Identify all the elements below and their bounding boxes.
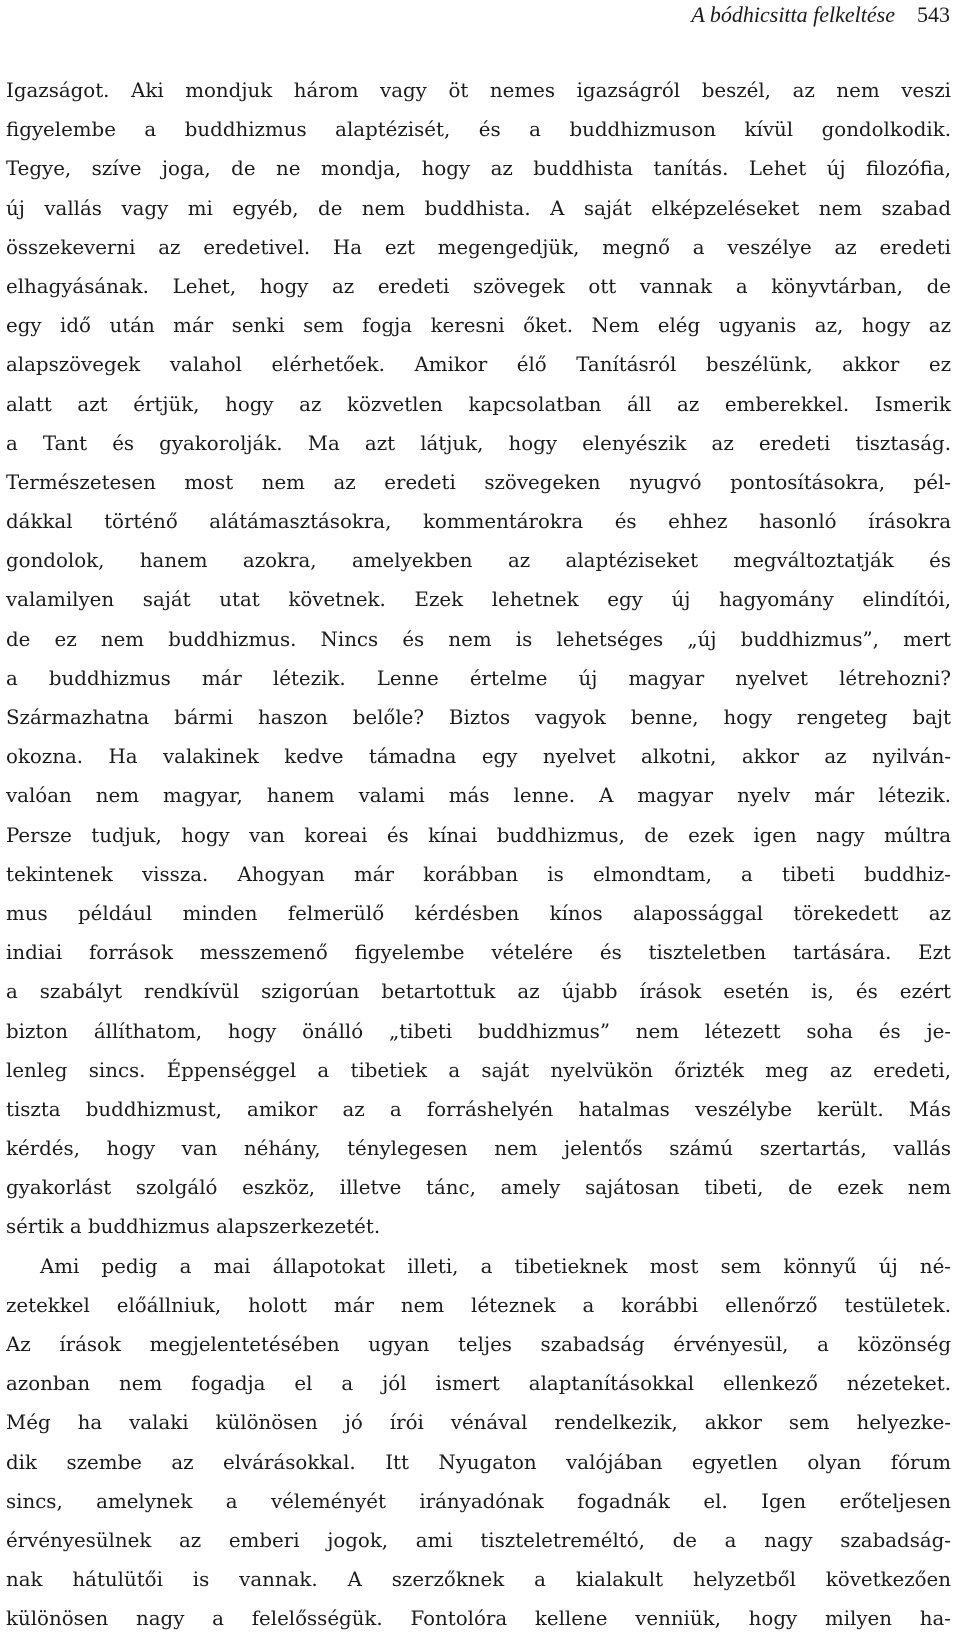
text-line: alatt azt értjük, hogy az közvetlen kapcsolatban áll az emberekkel. Ismerik bbox=[6, 392, 951, 416]
text-line: Tegye, szíve joga, de ne mondja, hogy az buddhista tanítás. Lehet új filozófia, bbox=[6, 157, 951, 181]
text-line: a buddhizmus már létezik. Lenne értelme új magyar nyelvet létrehozni? bbox=[6, 666, 951, 690]
text-line: Ami pedig a mai állapotokat illeti, a tibetieknek most sem könnyű új né- bbox=[40, 1254, 951, 1278]
text-line: nak hátulütői is vannak. A szerzőknek a kialakult helyzetből következően bbox=[6, 1568, 951, 1592]
text-line: Természetesen most nem az eredeti szövegeken nyugvó pontosításokra, pél- bbox=[6, 470, 951, 494]
text-line: indiai források messzemenő figyelembe vételére és tiszteletben tartására. Ezt bbox=[6, 941, 951, 965]
text-line: a Tant és gyakorolják. Ma azt látjuk, hogy elenyészik az eredeti tisztaság. bbox=[6, 431, 951, 455]
text-line: érvényesülnek az emberi jogok, ami tiszteletreméltó, de a nagy szabadság- bbox=[6, 1528, 951, 1552]
text-line: alapszövegek valahol elérhetőek. Amikor élő Tanításról beszélünk, akkor ez bbox=[6, 353, 951, 377]
running-head bbox=[691, 2, 950, 28]
text-line: sincs, amelynek a véleményét irányadónak fogadnák el. Igen erőteljesen bbox=[6, 1489, 951, 1513]
text-line: tekintenek vissza. Ahogyan már korábban is elmondtam, a tibeti buddhiz- bbox=[6, 862, 951, 886]
text-line: a szabályt rendkívül szigorúan betartottuk az újabb írások esetén is, és ezért bbox=[6, 980, 951, 1004]
text-line: valóan nem magyar, hanem valami más lenne. A magyar nyelv már létezik. bbox=[6, 784, 951, 808]
text-line: egy idő után már senki sem fogja keresni őket. Nem elég ugyanis az, hogy az bbox=[6, 314, 951, 338]
text-line: sértik a buddhizmus alapszerkezetét. bbox=[6, 1215, 381, 1239]
text-line: Az írások megjelentetésében ugyan teljes szabadság érvényesül, a közönség bbox=[6, 1333, 951, 1356]
text-line: gyakorlást szolgáló eszköz, illetve tánc, amely sajátosan tibeti, de ezek nem bbox=[6, 1176, 951, 1200]
text-line: valamilyen saját utat követnek. Ezek lehetnek egy új hagyomány elindítói, bbox=[6, 588, 951, 612]
text-line: elhagyásának. Lehet, hogy az eredeti szövegek ott vannak a könyvtárban, de bbox=[6, 274, 951, 298]
text-line: új vallás vagy mi egyéb, de nem buddhista. A saját elképzeléseket nem szabad bbox=[6, 196, 951, 220]
text-line: bizton állíthatom, hogy önálló „tibeti buddhizmus” nem létezett soha és je- bbox=[6, 1019, 951, 1043]
text-line: gondolok, hanem azokra, amelyekben az alaptéziseket megváltoztatják és bbox=[6, 549, 951, 573]
text-line: különösen nagy a felelősségük. Fontolóra kellene venniük, hogy milyen ha- bbox=[6, 1607, 951, 1631]
text-line: Igazságot. Aki mondjuk három vagy öt nemes igazságról beszél, az nem veszi bbox=[6, 79, 951, 102]
text-line: dik szembe az elvárásokkal. Itt Nyugaton valójában egyetlen olyan fórum bbox=[6, 1450, 951, 1474]
text-line: okozna. Ha valakinek kedve támadna egy nyelvet alkotni, akkor az nyilván- bbox=[6, 745, 951, 769]
text-line: mus például minden felmerülő kérdésben kínos alapossággal törekedett az bbox=[6, 901, 951, 925]
text-line: de ez nem buddhizmus. Nincs és nem is lehetséges „új buddhizmus”, mert bbox=[6, 627, 951, 651]
text-line: tiszta buddhizmust, amikor az a forráshelyén hatalmas veszélybe került. Más bbox=[6, 1097, 951, 1121]
text-line: Persze tudjuk, hogy van koreai és kínai buddhizmus, de ezek igen nagy múltra bbox=[6, 823, 951, 847]
text-line: kérdés, hogy van néhány, ténylegesen nem jelentős számú szertartás, vallás bbox=[6, 1137, 951, 1161]
text-line: összekeverni az eredetivel. Ha ezt megengedjük, megnő a veszélye az eredeti bbox=[6, 235, 951, 259]
text-line: zetekkel előállniuk, holott már nem léteznek a korábbi ellenőrző testületek. bbox=[6, 1293, 951, 1317]
text-line: figyelembe a buddhizmus alaptézisét, és a buddhizmuson kívül gondolkodik. bbox=[6, 118, 951, 142]
text-line: dákkal történő alátámasztásokra, kommentárokra és ehhez hasonló írásokra bbox=[6, 510, 951, 534]
text-line: Származhatna bármi haszon belőle? Biztos vagyok benne, hogy rengeteg bajt bbox=[6, 706, 951, 729]
text-line: Még ha valaki különösen jó írói vénával rendelkezik, akkor sem helyezke- bbox=[6, 1411, 951, 1435]
body-text bbox=[6, 71, 952, 1639]
text-line: lenleg sincs. Éppenséggel a tibetiek a saját nyelvükön őrizték meg az eredeti, bbox=[6, 1058, 951, 1082]
page-number: 543 bbox=[917, 2, 950, 27]
running-head-title: A bódhicsitta felkeltése bbox=[691, 2, 895, 27]
text-line: azonban nem fogadja el a jól ismert alaptanításokkal ellenkező nézeteket. bbox=[6, 1372, 951, 1396]
